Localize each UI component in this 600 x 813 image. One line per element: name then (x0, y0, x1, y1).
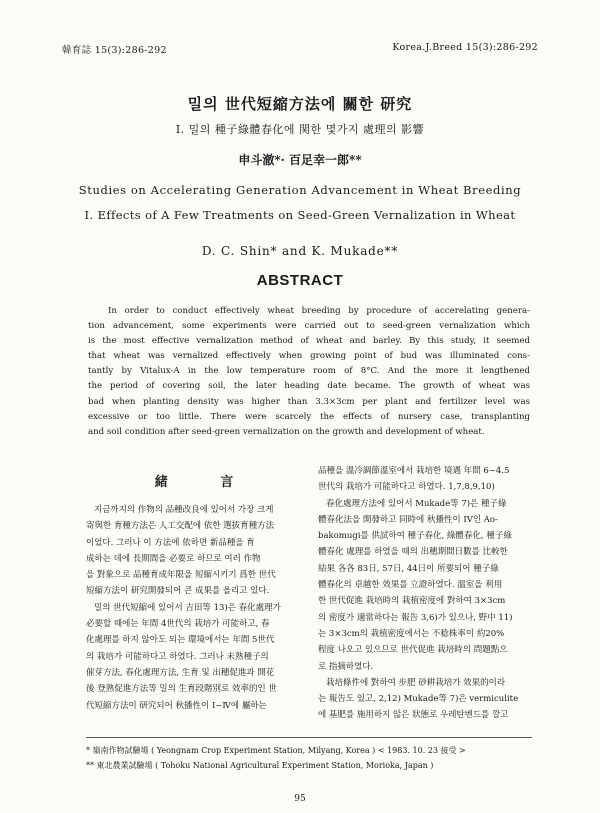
footnote-line: ** 東北農業試驗場 ( Tohoku National Agricultural Experiment Station, Morioka, Japan ) (86, 761, 434, 770)
footnote-divider (86, 737, 532, 738)
body-text-line: 後 登熟促進方法等 밀의 生育段階別로 效率的인 世 (86, 684, 277, 695)
body-text-line: bakomugi를 供試하여 種子春化, 綠體春化, 種子綠 (318, 531, 512, 542)
body-text-line: 體春化法을 開發하고 同時에 秋播性이 IV인 Ao- (318, 514, 498, 525)
body-text-line: 催芽方法, 春化處理方法, 生育 및 出穗促進과 開花 (86, 667, 275, 678)
right-column-text (318, 463, 532, 724)
abstract-line: and soil condition after seed-green vernalization on the growth and development of wheat. (88, 426, 485, 437)
body-text-line: 程度 나오고 있으므로 世代促進 栽培時의 問題點으 (318, 645, 508, 656)
footnotes (86, 743, 546, 773)
journal-header-right: Korea.J.Breed 15(3):286-292 (392, 42, 538, 53)
introduction-heading: 緒 言 (154, 475, 258, 490)
body-text-line: 밀의 世代短縮에 있어서 吉田等 13)은 春化處理가 (94, 602, 281, 613)
body-text-line: 지금까지의 作物의 品種改良에 있어서 가장 크게 (94, 505, 274, 515)
body-text-line: 로 指摘하였다. (318, 661, 374, 672)
body-text-line: 必要할 때에는 年間 4世代의 栽培가 可能하고, 春 (86, 619, 270, 630)
body-text-line: 의 密度가 適當하다는 報告 3,6)가 있으나, 野中 11) (318, 612, 513, 623)
english-title-line-2: I. Effects of A Few Treatments on Seed-Green Vernalization in Wheat (84, 208, 516, 222)
body-text-line: 을 對象으로 品種育成年限을 短縮시키기 爲한 世代 (86, 570, 276, 581)
abstract-line: In order to conduct effectively wheat breeding by procedure of accerelating genera- (108, 306, 530, 316)
english-title-line-1: Studies on Accelerating Generation Advancement in Wheat Breeding (78, 183, 522, 197)
body-text-line: 한 世代促進 栽培時의 栽植密度에 對하여 3×3cm (318, 596, 506, 607)
page-number: 95 (294, 794, 306, 804)
body-text-line: 世代의 栽培가 可能하다고 하였다. 1,7,8,9,10) (318, 482, 495, 493)
abstract-line: the period of covering soil, the later heading date became. The growth of wheat was (88, 381, 530, 392)
korean-authors: 申斗澈*· 百足幸一郎** (238, 153, 362, 167)
body-text-line: 寄與한 育種方法은 人工交配에 依한 選拔育種方法 (86, 521, 275, 532)
body-text-line: 短縮方法이 研究開發되어 큰 成果를 올리고 있다. (86, 586, 270, 597)
abstract-line: excessive or too little. There were scarcely the effects of nursery case, transplanting (88, 411, 530, 422)
footnote-line: * 嶺南作物試驗場 ( Yeongnam Crop Experiment Station, Milyang, Korea ) < 1983. 10. 23 接受 > (86, 746, 466, 755)
right-column (318, 463, 532, 724)
korean-title: 밀의 世代短縮方法에 關한 研究 (187, 95, 413, 113)
body-text-line: 品種을 溫冷調節溫室에서 栽培한 境遇 年間 6~4.5 (318, 466, 510, 476)
abstract-line: tantly by Vitalux-A in the low temperature room of 8°C. And the more it lengthened (88, 366, 530, 377)
journal-header-left: 韓育誌 15(3):286-292 (62, 45, 167, 56)
body-text-line: 代短縮方法이 研究되어 秋播性이 Ⅰ~Ⅳ에 屬하는 (86, 700, 267, 711)
left-column-text (86, 502, 302, 714)
left-column (86, 463, 302, 714)
abstract-line: bad when planting density was higher than 3.3×3cm per plant and fertilizer level was (88, 396, 530, 407)
body-text-line: 栽培條件에 對하여 步肥 砂耕栽培가 效果的이라 (326, 677, 506, 688)
korean-subtitle: I. 밀의 種子綠體春化에 関한 몇가지 處理의 影響 (175, 123, 425, 136)
body-text-line: 의 栽培가 可能하다고 하였다. 그러나 未熟種子의 (86, 651, 269, 662)
abstract-line: is the most effective vernalization method of wheat and barley. By this study, it seemed (88, 336, 530, 347)
body-text-line: 結果 各各 83日, 57日, 44日이 所要되어 種子綠 (318, 563, 499, 574)
body-text-line: 成하는 데에 長期間을 必要로 하므로 여러 作物 (86, 553, 261, 564)
body-text-line: 이었다. 그러나 이 方法에 依하면 新品種을 育 (86, 537, 255, 548)
body-text-line: 春化處理方法에 있어서 Mukade等 7)은 種子綠 (326, 498, 507, 509)
abstract-line: tion advancement, some experiments were carried out to seed-green vernalization which (88, 321, 530, 332)
body-text-line: 는 報告도 있고, 2,12) Mukade等 7)은 vermiculite (318, 694, 519, 705)
abstract-heading: ABSTRACT (256, 272, 344, 289)
body-text-line: 體春化 處理를 하였을 때의 出穗期間日數를 比較한 (318, 547, 508, 558)
abstract-body (88, 304, 530, 440)
body-text-line: 化處理를 하지 않아도 되는 環境에서는 年間 5世代 (86, 635, 275, 646)
english-authors: D. C. Shin* and K. Mukade** (201, 244, 399, 258)
body-text-line: 에 基肥를 施用하지 않은 狀態로 우레탄벤드를 깔고 (318, 710, 509, 721)
body-text-line: 體春化의 卓越한 效果를 立證하였다. 溫室을 利用 (318, 580, 503, 591)
abstract-line: that wheat was vernalized effectively when growing point of bud was illuminated cons- (88, 351, 530, 362)
body-text-line: 는 3×3cm의 栽植密度에서는 不稔株率이 約20% (318, 628, 505, 639)
